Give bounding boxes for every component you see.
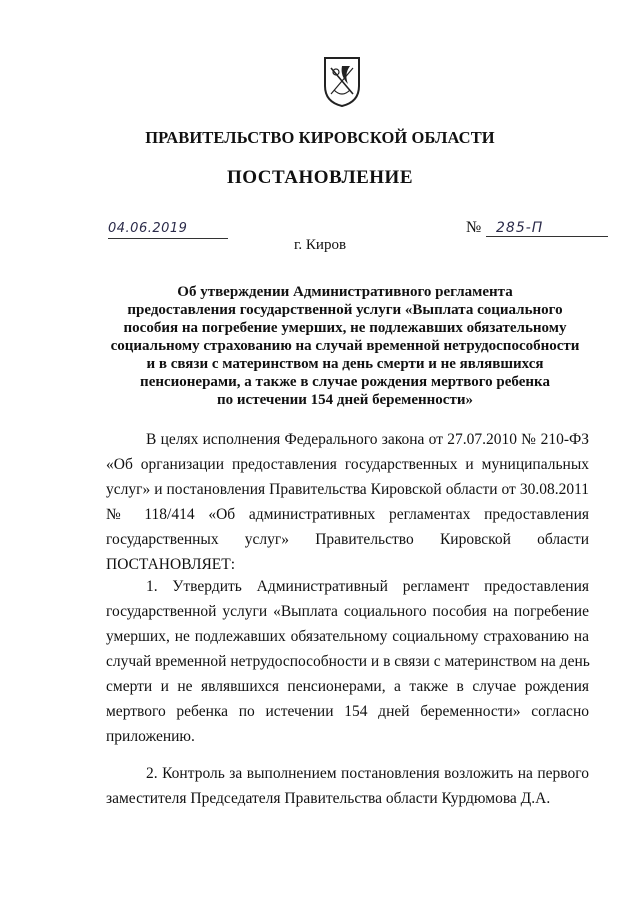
text-line: случай временной нетрудоспособности и в связи с материнством на день: [106, 653, 590, 670]
document-type: ПОСТАНОВЛЕНИЕ: [226, 167, 414, 188]
organization-name: ПРАВИТЕЛЬСТВО КИРОВСКОЙ ОБЛАСТИ: [145, 128, 495, 147]
text-line: заместителя Председателя Правительства области Курдюмова Д.А.: [106, 790, 551, 807]
text-line: мертвого ребенка по истечении 154 дней беременности» согласно: [106, 703, 589, 720]
coat-of-arms-icon: [322, 56, 362, 108]
number-sign: №: [466, 219, 482, 236]
text-line: ПОСТАНОВЛЯЕТ:: [106, 556, 236, 573]
number-value: 285-П: [486, 220, 608, 237]
preamble-paragraph: [106, 427, 589, 577]
text-line: В целях исполнения Федерального закона от 27.07.2010 № 210-ФЗ: [146, 431, 589, 448]
subject-line: по истечении 154 дней беременности»: [217, 392, 473, 408]
text-line: «Об организации предоставления государственных и муниципальных: [106, 456, 589, 473]
text-line: 2. Контроль за выполнением постановления возложить на первого: [146, 765, 589, 782]
text-line: приложению.: [106, 728, 195, 745]
subject-line: Об утверждении Административного регламента: [177, 284, 513, 300]
text-line: государственной услуги «Выплата социального пособия на погребение: [106, 603, 589, 620]
document-number: [466, 216, 601, 238]
city: г. Киров: [293, 237, 347, 253]
item-1-paragraph: [106, 574, 589, 749]
text-line: смерти и не являвшихся пенсионерами, а также в случае рождения: [106, 678, 589, 695]
subject-line: и в связи с материнством на день смерти и не являвшихся: [146, 356, 544, 372]
text-line: услуг» и постановления Правительства Кировской области от 30.08.2011: [106, 481, 589, 498]
subject-line: предоставления государственной услуги «Выплата социального: [127, 302, 563, 318]
document-date: 04.06.2019: [108, 221, 228, 239]
text-line: государственных услуг» Правительство Кировской области: [106, 531, 589, 548]
subject-line: пособия на погребение умерших, не подлежавших обязательному: [123, 320, 567, 336]
text-line: № 118/414 «Об административных регламентах предоставления: [106, 506, 589, 523]
subject-line: социальному страхованию на случай временной нетрудоспособности: [110, 338, 580, 354]
text-line: 1. Утвердить Административный регламент предоставления: [146, 578, 589, 595]
item-2-paragraph: [106, 761, 589, 811]
document-subject: [100, 283, 590, 409]
text-line: умерших, не подлежавших обязательному социальному страхованию на: [106, 628, 589, 645]
subject-line: пенсионерами, а также в случае рождения мертвого ребенка: [140, 374, 550, 390]
